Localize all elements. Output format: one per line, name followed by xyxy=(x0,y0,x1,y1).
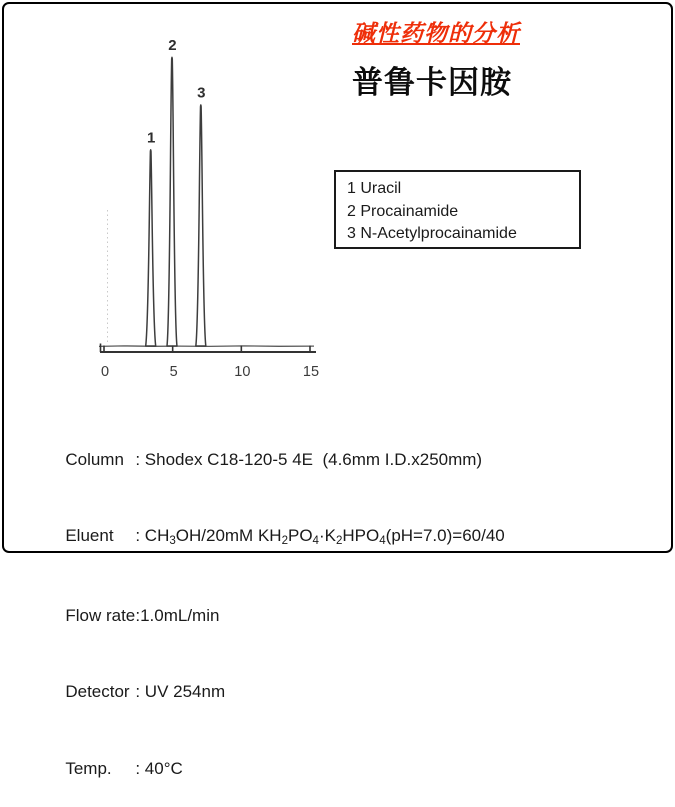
peak-label-2: 2 xyxy=(168,37,177,54)
condition-label: Detector xyxy=(65,682,130,701)
x-tick-label-0: 0 xyxy=(100,364,110,380)
condition-value: : UV 254nm xyxy=(135,682,226,701)
peak-legend-box xyxy=(334,170,581,249)
page-frame xyxy=(2,2,673,778)
peak-2 xyxy=(167,57,177,346)
condition-row-eluent xyxy=(37,498,505,578)
condition-row-flow-rate xyxy=(37,577,505,654)
conditions-block xyxy=(37,421,505,807)
legend-item-3: 3 N-Acetylprocainamide xyxy=(347,225,517,242)
condition-label: Temp. xyxy=(65,758,112,778)
condition-value: : 40°C xyxy=(135,758,183,778)
x-tick-label-5: 5 xyxy=(169,364,178,380)
condition-value: :1.0mL/min xyxy=(135,605,220,625)
peak-1 xyxy=(146,150,156,346)
condition-row-detector xyxy=(37,654,505,731)
peak-3 xyxy=(196,105,206,346)
x-tick-label-15: 15 xyxy=(302,364,320,380)
legend-item-1: 1 Uracil xyxy=(347,180,402,197)
legend-item-2: 2 Procainamide xyxy=(347,202,459,220)
x-tick-label-10: 10 xyxy=(234,364,251,380)
condition-label: Column xyxy=(65,449,124,469)
condition-label: Eluent xyxy=(65,526,114,545)
page-title: 普鲁卡因胺 xyxy=(352,65,512,100)
condition-value: : Shodex C18-120-5 4E (4.6mm I.D.x250mm) xyxy=(135,449,483,469)
condition-label: Flow rate xyxy=(65,605,136,625)
condition-row-column xyxy=(37,421,505,498)
condition-value: : CH3OH/20mM KH2PO4·K2HPO4(pH=7.0)=60/40 xyxy=(135,526,505,548)
condition-row-temp xyxy=(37,730,505,807)
red-subtitle: 碱性药物的分析 xyxy=(352,20,520,46)
peak-label-1: 1 xyxy=(147,129,156,147)
peak-label-3: 3 xyxy=(197,84,206,102)
